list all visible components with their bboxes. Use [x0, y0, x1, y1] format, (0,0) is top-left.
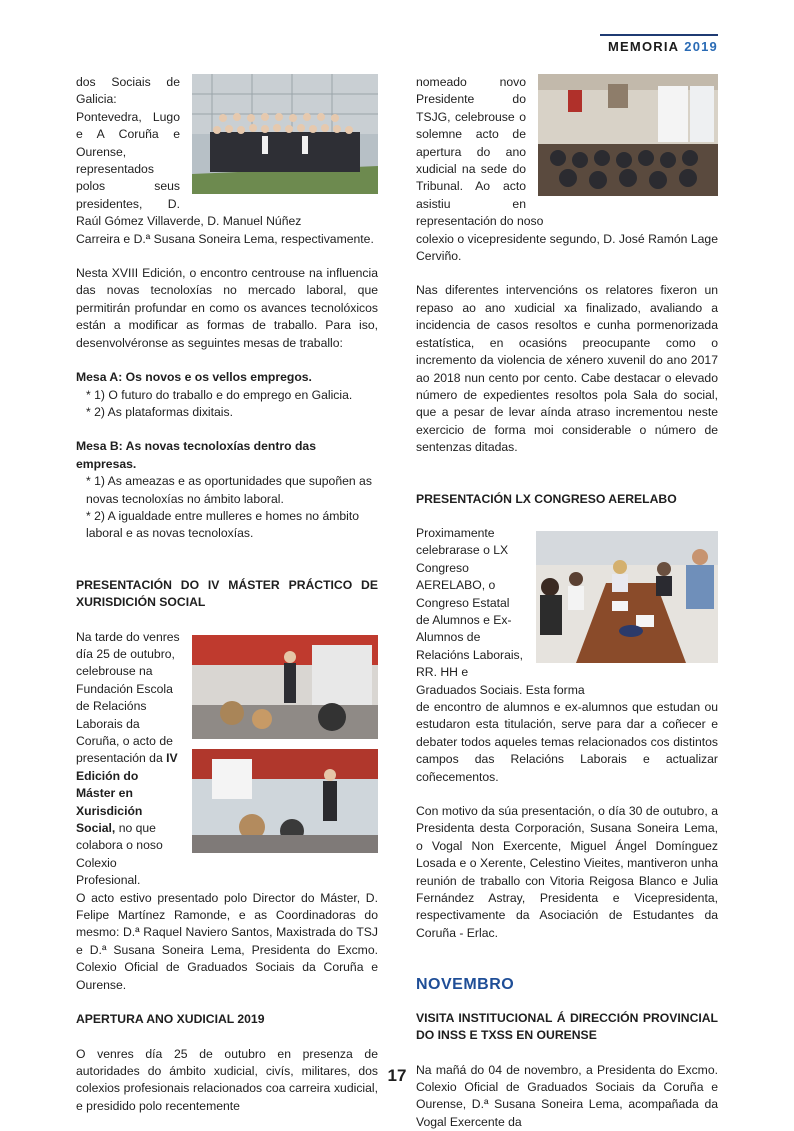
left-column	[76, 74, 378, 1115]
mesa-a-item: * 1) O futuro do traballo e do emprego en Galicia.	[86, 387, 378, 404]
intro-paragraph-start: dos Sociais de Galicia: Pontevedra, Lugo e A Coruña e Ourense, representados polos seus presidentes, D. Raúl Gómez Villaverde, D. Manuel Núñez	[76, 74, 378, 231]
mesa-a-title: Mesa A: Os novos e os vellos empregos.	[76, 369, 378, 386]
apertura-continued-end: colexio o vicepresidente segundo, D. José Ramón Lage Cerviño.	[416, 231, 718, 266]
apertura-heading: APERTURA ANO XUDICIAL 2019	[76, 1011, 378, 1028]
visita-paragraph: Na mañá do 04 de novembro, a Presidenta do Excmo. Colexio Oficial de Graduados Sociais da Coruña e Ourense, D.ª Susana Soneira Lema, acompañada da Vogal Exercente da	[416, 1062, 718, 1131]
mesa-b-item: * 1) As ameazas e as oportunidades que supoñen as novas tecnoloxías no ámbito laboral.	[86, 473, 378, 508]
congreso-photo	[536, 531, 718, 663]
group-photo	[192, 74, 378, 194]
master-text-b: no que colabora o noso Colexio Profesional.	[76, 821, 163, 887]
header-rule	[600, 34, 718, 36]
congreso-paragraph-start: Proximamente celebrarase o LX Congreso AERELABO, o Congreso Estatal de Alumnos e Ex-Alumnos de Relacións Laborais, RR. HH e Graduados Sociais. Esta forma	[416, 525, 718, 699]
mesa-b-item: * 2) A igualdade entre mulleres e homes no ámbito laboral e as novas tecnoloxías.	[86, 508, 378, 543]
master-details-paragraph: O acto estivo presentado polo Director do Máster, D. Felipe Martínez Ramonde, e as Coordinadoras do mesmo: D.ª Raquel Naviero Santos, Maxistrada do TSJ e D.ª Susana Soneira Lema, Presidenta do Excmo. Colexio Oficial de Graduados Sociais da Coruña e Ourense.	[76, 890, 378, 994]
motivo-paragraph: Con motivo da súa presentación, o día 30 de outubro, a Presidenta desta Corporación, Susana Soneira Lema, o Vogal Non Exercente, Miguel Ángel Domínguez Losada e o Xerente, Celestino Vieites, mantiveron unha reunión de traballo con Vitoria Reigosa Blanco e Julia Fernández Astray, Presidenta e Vicepresidenta, respectivamente da Asociación de Estudantes da Coruña - Erlac.	[416, 803, 718, 942]
master-heading: PRESENTACIÓN DO IV MÁSTER PRÁCTICO DE XURISDICIÓN SOCIAL	[76, 577, 378, 612]
tribunal-photo	[538, 74, 718, 196]
master-bold: IV Edición do Máster en Xurisdición Social,	[76, 751, 178, 835]
visita-heading: VISITA INSTITUCIONAL Á DIRECCIÓN PROVINCIAL DO INSS E TXSS EN OURENSE	[416, 1010, 718, 1045]
intro-paragraph-end: Carreira e D.ª Susana Soneira Lema, respectivamente.	[76, 231, 378, 248]
month-heading: NOVEMBRO	[416, 976, 718, 993]
page-header	[608, 38, 718, 56]
master-text-a: Na tarde do venres día 25 de outubro, celebrouse na Fundación Escola de Relacións Laborais da Coruña, o acto de presentación da	[76, 630, 180, 766]
mesa-a-item: * 2) As plataformas dixitais.	[86, 404, 378, 421]
congreso-heading: PRESENTACIÓN LX CONGRESO AERELABO	[416, 491, 718, 508]
page-number: 17	[0, 1066, 794, 1086]
congreso-paragraph-end: de encontro de alumnos e ex-alumnos que estudan ou estudaron esta titulación, serve para dar a coñecer e debater todos aqueles temas relacionados cos distintos campos das Relacións Laborais e actualizar coñecementos.	[416, 699, 718, 786]
intervencions-paragraph: Nas diferentes intervencións os relatores fixeron un repaso ao ano xudicial xa finalizado, avaliando a incidencia de casos resoltos e cunha pormenorizada estatística, en ocasións preocupante como o incremento da violencia de xénero xuvenil do ano 2017 ao 2018 nun cento por cento. Cabe destacar o elevado número de expedientes resoltos pola Sala do social, que a pesar de levar aínda atraso incrementou neste exercicio de forma moi considerable o número de sentenzas ditadas.	[416, 282, 718, 456]
right-column	[416, 74, 718, 1131]
mesa-b-title: Mesa B: As novas tecnoloxías dentro das empresas.	[76, 438, 378, 473]
header-title: MEMORIA	[608, 39, 679, 54]
edition-paragraph: Nesta XVIII Edición, o encontro centrouse na influencia das novas tecnoloxías no mercado laboral, que permitirán profundar en como os avances tecnolóxicos están a modificar as formas de traballo. Para iso, desenvolvéronse as seguintes mesas de traballo:	[76, 265, 378, 352]
master-photos	[192, 635, 378, 853]
apertura-paragraph: O venres día 25 de outubro en presenza de autoridades do ámbito xudicial, civís, militares, dos colexios profesionais relacionados coa carreira xudicial, e presidido polo recentemente	[76, 1046, 378, 1116]
apertura-continued: nomeado novo Presidente do TSJG, celebrouse o solemne acto de apertura do ano xudicial na sede do Tribunal. Ao acto asistiu en representación do noso	[416, 74, 718, 231]
header-year: 2019	[684, 39, 718, 54]
